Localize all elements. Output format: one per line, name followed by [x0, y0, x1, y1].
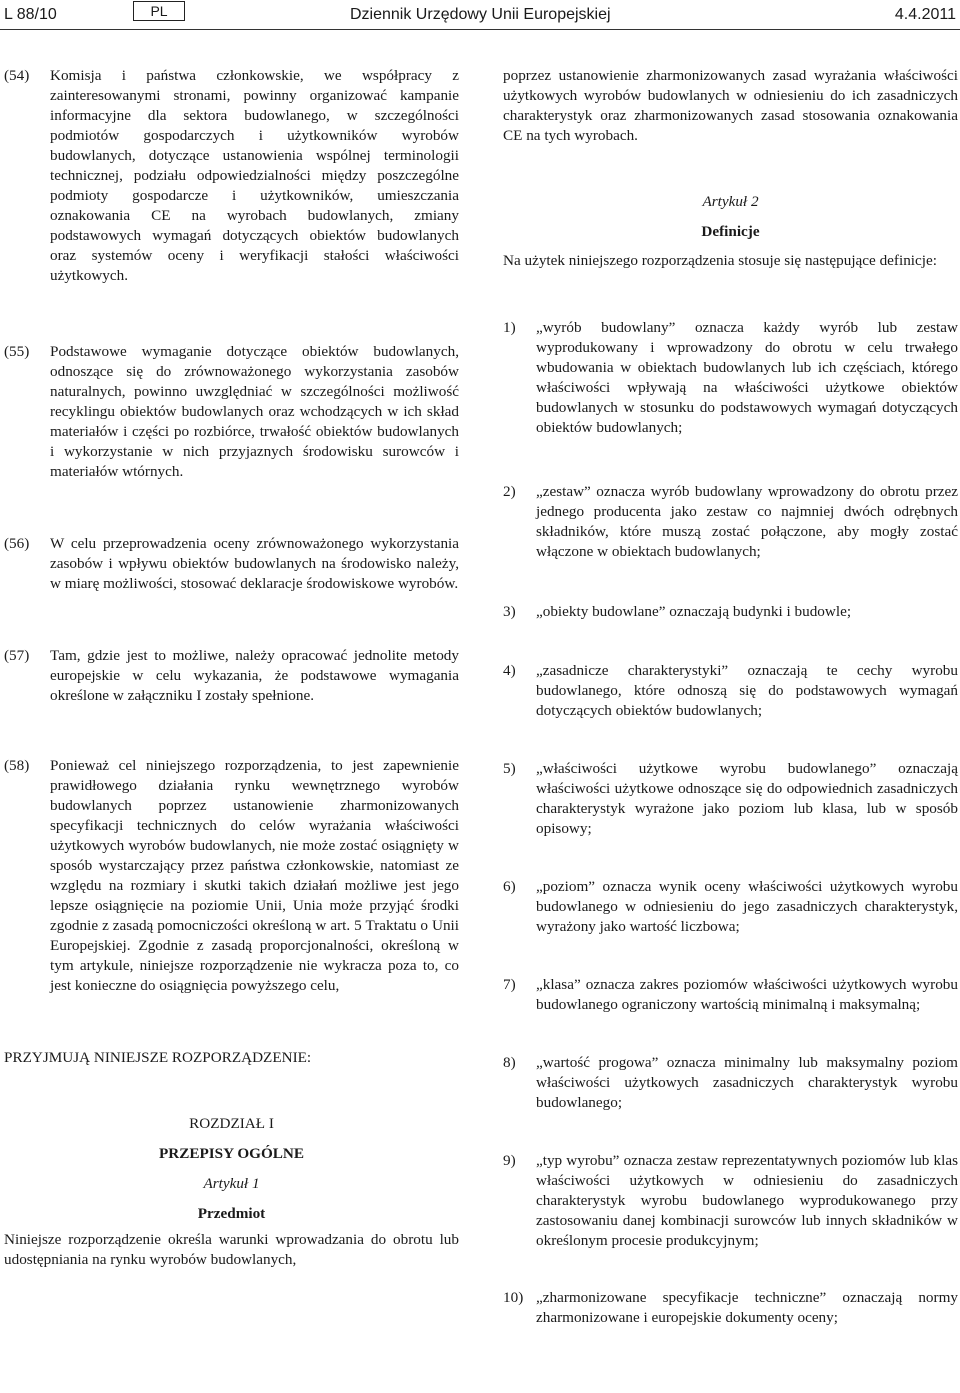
right-column — [503, 60, 958, 1328]
definition-item — [503, 661, 958, 721]
recital-text: Tam, gdzie jest to możliwe, należy opracować jednolite metody europejskie w celu wykazania, że podstawowe wymagania określone w załączniku I zostały spełnione. — [50, 647, 459, 704]
definition-item — [503, 602, 958, 622]
definition-text: „zharmonizowane specyfikacje techniczne” oznaczają normy zharmonizowane i europejskie dokumenty oceny; — [536, 1289, 958, 1326]
article-1-text-continued: poprzez ustanowienie zharmonizowanych zasad wyrażania właściwości użytkowych wyrobów budowlanych w odniesieniu do ich zasadniczych charakterystyk oraz zharmonizowanych zasad stosowania oznakowania CE na tych wyrobach. — [503, 67, 958, 144]
definition-item — [503, 877, 958, 937]
definition-item — [503, 975, 958, 1015]
article-1-text: Niniejsze rozporządzenie określa warunki wprowadzania do obrotu lub udostępniania na rynku wyrobów budowlanych, — [4, 1231, 459, 1268]
recital-text: Ponieważ cel niniejszego rozporządzenia, to jest zapewnienie prawidłowego działania rynku wewnętrznego wyrobów budowlanych poprzez ustanowienie zharmonizowanych specyfikacji technicznych do celów wyrażania właściwości użytkowych wyrobów budowlanych, nie może zostać osiągnięty w sposób wystarczający przez państwa członkowskie, natomiast ze względu na rozmiary i skutki takich działań możliwe jest jego lepsze osiągnięcie na poziomie Unii, Unia może przyjąć środki zgodnie z zasadą pomocniczości określoną w art. 5 Traktatu o Unii Europejskiej. Zgodnie z zasadą proporcjonalności, określoną w tym artykule, niniejsze rozporządzenie nie wykracza poza to, co jest konieczne do osiągnięcia powyższego celu, — [50, 757, 459, 994]
article-2-label: Artykuł 2 — [702, 193, 759, 210]
left-column — [4, 60, 459, 1270]
recital-text: Komisja i państwa członkowskie, we współpracy z zainteresowanymi stronami, powinny organizować kampanie informacyjne dla sektora budowlanego, w szczególności podmiotów gospodarczych i użytkowników wyrobów budowlanych, dotyczące ustanowienia wspólnej terminologii technicznej, podziału odpowiedzialności między poszczególne podmioty gospodarcze i użytkowników, umieszczania oznakowania CE na wyrobach budowlanych, zmiany podstawowych wymagań dotyczących obiektów budowlanych oraz systemów oceny i weryfikacji stałości właściwości użytkowych. — [50, 67, 459, 284]
definition-text: „typ wyrobu” oznacza zestaw reprezentatywnych poziomów lub klas właściwości użytkowych w odniesieniu do zasadniczych charakterystyk wyrobu budowlanego wyprodukowanego przy zastosowaniu danej kombinacji surowców lub innych składników w określonym procesie produkcyjnym; — [536, 1152, 958, 1249]
recital-number: (57) — [4, 647, 30, 664]
definition-text: „poziom” oznacza wynik oceny właściwości użytkowych wyrobu budowlanego w odniesieniu do jego zasadniczych charakterystyk, wyrażony jako wartość liczbowa; — [536, 878, 958, 935]
recital-number: (55) — [4, 343, 30, 360]
header-rule — [0, 29, 960, 30]
definition-text: „zestaw” oznacza wyrób budowlany wprowadzony do obrotu przez jednego producenta jako zestaw co najmniej dwóch odrębnych składników, które muszą zostać połączone, aby mogły zostać włączone w obiektach budowlanych; — [536, 483, 958, 560]
definition-item — [503, 1151, 958, 1251]
recital-54 — [4, 66, 459, 286]
definition-number: 7) — [503, 976, 516, 993]
definition-number: 6) — [503, 878, 516, 895]
chapter-label: ROZDZIAŁ I — [189, 1115, 274, 1132]
definition-number: 2) — [503, 483, 516, 500]
definition-text: „wyrób budowlany” oznacza każdy wyrób lub zestaw wyprodukowany i wprowadzony do obrotu w celu trwałego wbudowania w obiektach budowlanych lub ich częściach, którego właściwości wpływają na właściwości użytkowe obiektów budowlanych w stosunku do podstawowych wymagań dotyczących obiektów budowlanych; — [536, 319, 958, 436]
recital-58 — [4, 756, 459, 996]
definition-text: „zasadnicze charakterystyki” oznaczają te cechy wyrobu budowlanego, które odnoszą się do podstawowych wymagań dotyczących obiektów budowlanych; — [536, 662, 958, 719]
definition-text: „obiekty budowlane” oznaczają budynki i budowle; — [536, 603, 852, 620]
language-badge: PL — [133, 1, 185, 21]
definition-number: 4) — [503, 662, 516, 679]
article-1-title: Przedmiot — [197, 1205, 266, 1222]
page-header — [0, 0, 960, 30]
definition-number: 8) — [503, 1054, 516, 1071]
recital-55 — [4, 342, 459, 482]
definition-item — [503, 1288, 958, 1328]
definition-number: 10) — [503, 1289, 524, 1306]
page-reference: L 88/10 — [4, 6, 57, 23]
recital-57 — [4, 646, 459, 706]
adoption-formula: PRZYJMUJĄ NINIEJSZE ROZPORZĄDZENIE: — [4, 1049, 312, 1066]
definition-item — [503, 318, 958, 438]
recital-number: (58) — [4, 757, 30, 774]
definition-number: 1) — [503, 319, 516, 336]
recital-number: (56) — [4, 535, 30, 552]
article-1-label: Artykuł 1 — [203, 1175, 260, 1192]
journal-title: Dziennik Urzędowy Unii Europejskiej — [350, 6, 611, 23]
definition-number: 9) — [503, 1152, 516, 1169]
definition-item — [503, 482, 958, 562]
definition-text: „klasa” oznacza zakres poziomów właściwości użytkowych wyrobu budowlanego ograniczony wartością minimalną i maksymalną; — [536, 976, 958, 1013]
recital-56 — [4, 534, 459, 594]
article-2-title: Definicje — [701, 223, 760, 240]
definition-number: 3) — [503, 603, 516, 620]
recital-text: Podstawowe wymaganie dotyczące obiektów budowlanych, odnoszące się do zrównoważonego wykorzystania zasobów naturalnych, powinno uwzględniać w szczególności możliwość recyklingu obiektów budowlanych oraz wchodzących w ich skład materiałów i części po rozbiórce, trwałość obiektów budowlanych i wykorzystanie w nich przyjaznych środowisku surowców i materiałów wtórnych. — [50, 343, 459, 480]
definition-item — [503, 759, 958, 839]
definition-number: 5) — [503, 760, 516, 777]
article-2-intro: Na użytek niniejszego rozporządzenia stosuje się następujące definicje: — [503, 252, 937, 269]
definition-text: „wartość progowa” oznacza minimalny lub maksymalny poziom właściwości użytkowych zasadniczych charakterystyk wyrobu budowlanego; — [536, 1054, 958, 1111]
recital-text: W celu przeprowadzenia oceny zrównoważonego wykorzystania zasobów i wpływu obiektów budowlanych na środowisko należy, w miarę możliwości, stosować deklaracje środowiskowe wyrobów. — [50, 535, 459, 592]
definition-text: „właściwości użytkowe wyrobu budowlanego” oznaczają właściwości użytkowe odnoszące się do odpowiednich zasadniczych charakterystyk wyrażone jako poziom lub klasa, lub w sposób opisowy; — [536, 760, 958, 837]
recital-number: (54) — [4, 67, 30, 84]
chapter-title: PRZEPISY OGÓLNE — [158, 1145, 304, 1162]
definition-item — [503, 1053, 958, 1113]
publication-date: 4.4.2011 — [894, 6, 956, 23]
